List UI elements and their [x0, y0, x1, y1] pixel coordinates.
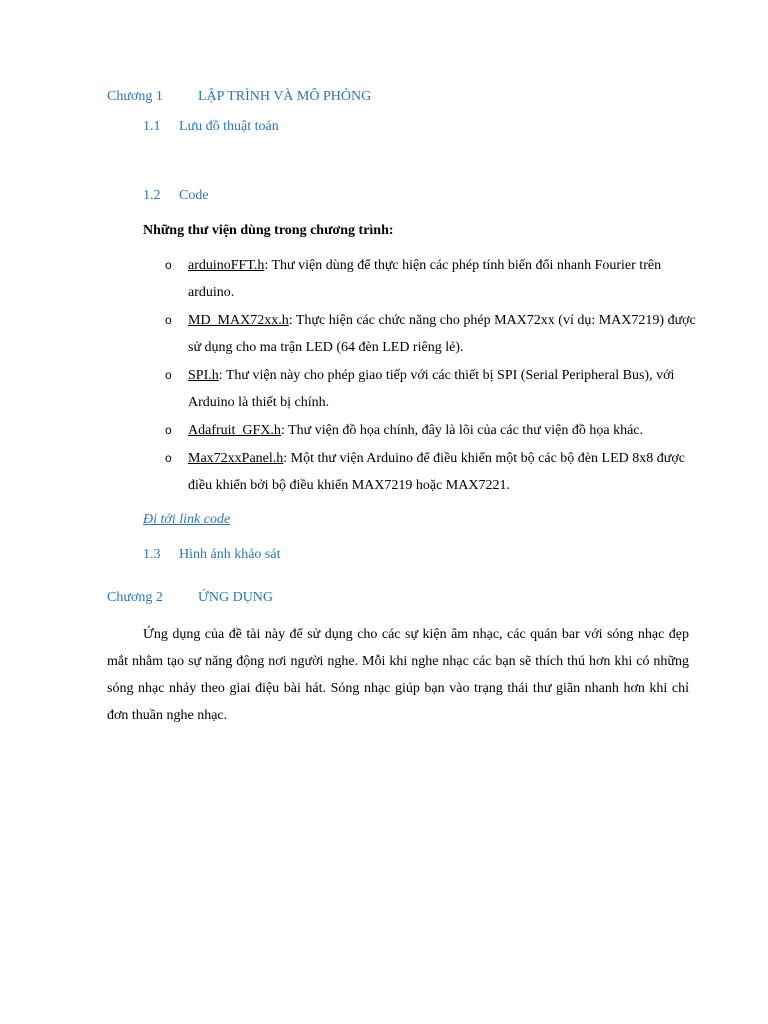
library-description: : Thực hiện các chức năng cho phép MAX72xx (ví dụ: MAX7219) được sử dụng cho ma trận LED (64 đèn LED riêng lẻ).	[188, 313, 696, 355]
bullet-marker: o	[165, 451, 172, 465]
libraries-list	[160, 252, 700, 500]
library-name: arduinoFFT.h	[188, 258, 265, 273]
bullet-marker: o	[165, 368, 172, 382]
library-name: MD_MAX72xx.h	[188, 313, 289, 328]
section-1-3-title: Hình ảnh khảo sát	[179, 547, 281, 562]
section-1-1-number: 1.1	[143, 119, 161, 134]
bullet-marker: o	[165, 423, 172, 437]
list-item	[160, 307, 700, 361]
chapter-2-number: Chương 2	[107, 590, 163, 605]
list-item	[160, 252, 700, 306]
library-name: SPI.h	[188, 368, 219, 383]
library-description: : Thư viện đồ họa chính, đây là lõi của các thư viện đồ họa khác.	[280, 423, 644, 438]
section-1-2-heading	[143, 188, 209, 204]
section-1-2-number: 1.2	[143, 188, 161, 203]
library-name: Adafruit_GFX.h	[188, 423, 281, 438]
chapter-1-number: Chương 1	[107, 89, 163, 104]
code-link[interactable]: Đi tới link code	[143, 512, 231, 527]
library-description: : Một thư viện Arduino để điều khiển một bộ các bộ đèn LED 8x8 được điều khiển bởi bộ điều khiển MAX7219 hoặc MAX7221.	[188, 451, 685, 493]
section-1-3-number: 1.3	[143, 547, 161, 562]
chapter-2-heading	[107, 590, 273, 606]
section-1-3-heading	[143, 547, 280, 563]
bullet-marker: o	[165, 313, 172, 327]
list-item	[160, 362, 700, 416]
chapter-2-paragraph: Ứng dụng của đề tài này để sử dụng cho các sự kiện âm nhạc, các quán bar với sóng nhạc đẹp mắt nhằm tạo sự năng động nơi người nghe. Mỗi khi nghe nhạc các bạn sẽ thích thú hơn khi có những sóng nhạc nhảy theo giai điệu bài hát. Sóng nhạc giúp bạn vào trạng thái thư giãn nhanh hơn khi chỉ đơn thuần nghe nhạc.	[107, 627, 689, 723]
library-name: Max72xxPanel.h	[188, 451, 284, 466]
section-1-1-title: Lưu đồ thuật toán	[179, 119, 279, 134]
list-item	[160, 445, 700, 499]
chapter-1-title: LẬP TRÌNH VÀ MÔ PHỎNG	[198, 89, 372, 104]
chapter-2-title: ỨNG DỤNG	[198, 590, 274, 605]
section-1-2-title: Code	[179, 188, 209, 203]
list-item	[160, 417, 700, 444]
chapter-1-heading	[107, 89, 371, 105]
library-description: : Thư viện này cho phép giao tiếp với các thiết bị SPI (Serial Peripheral Bus), với Arduino là thiết bị chính.	[188, 368, 675, 410]
library-description: : Thư viện dùng để thực hiện các phép tính biến đổi nhanh Fourier trên arduino.	[188, 258, 662, 300]
libraries-heading: Những thư viện dùng trong chương trình:	[143, 223, 394, 238]
section-1-1-heading	[143, 119, 279, 135]
bullet-marker: o	[165, 258, 172, 272]
